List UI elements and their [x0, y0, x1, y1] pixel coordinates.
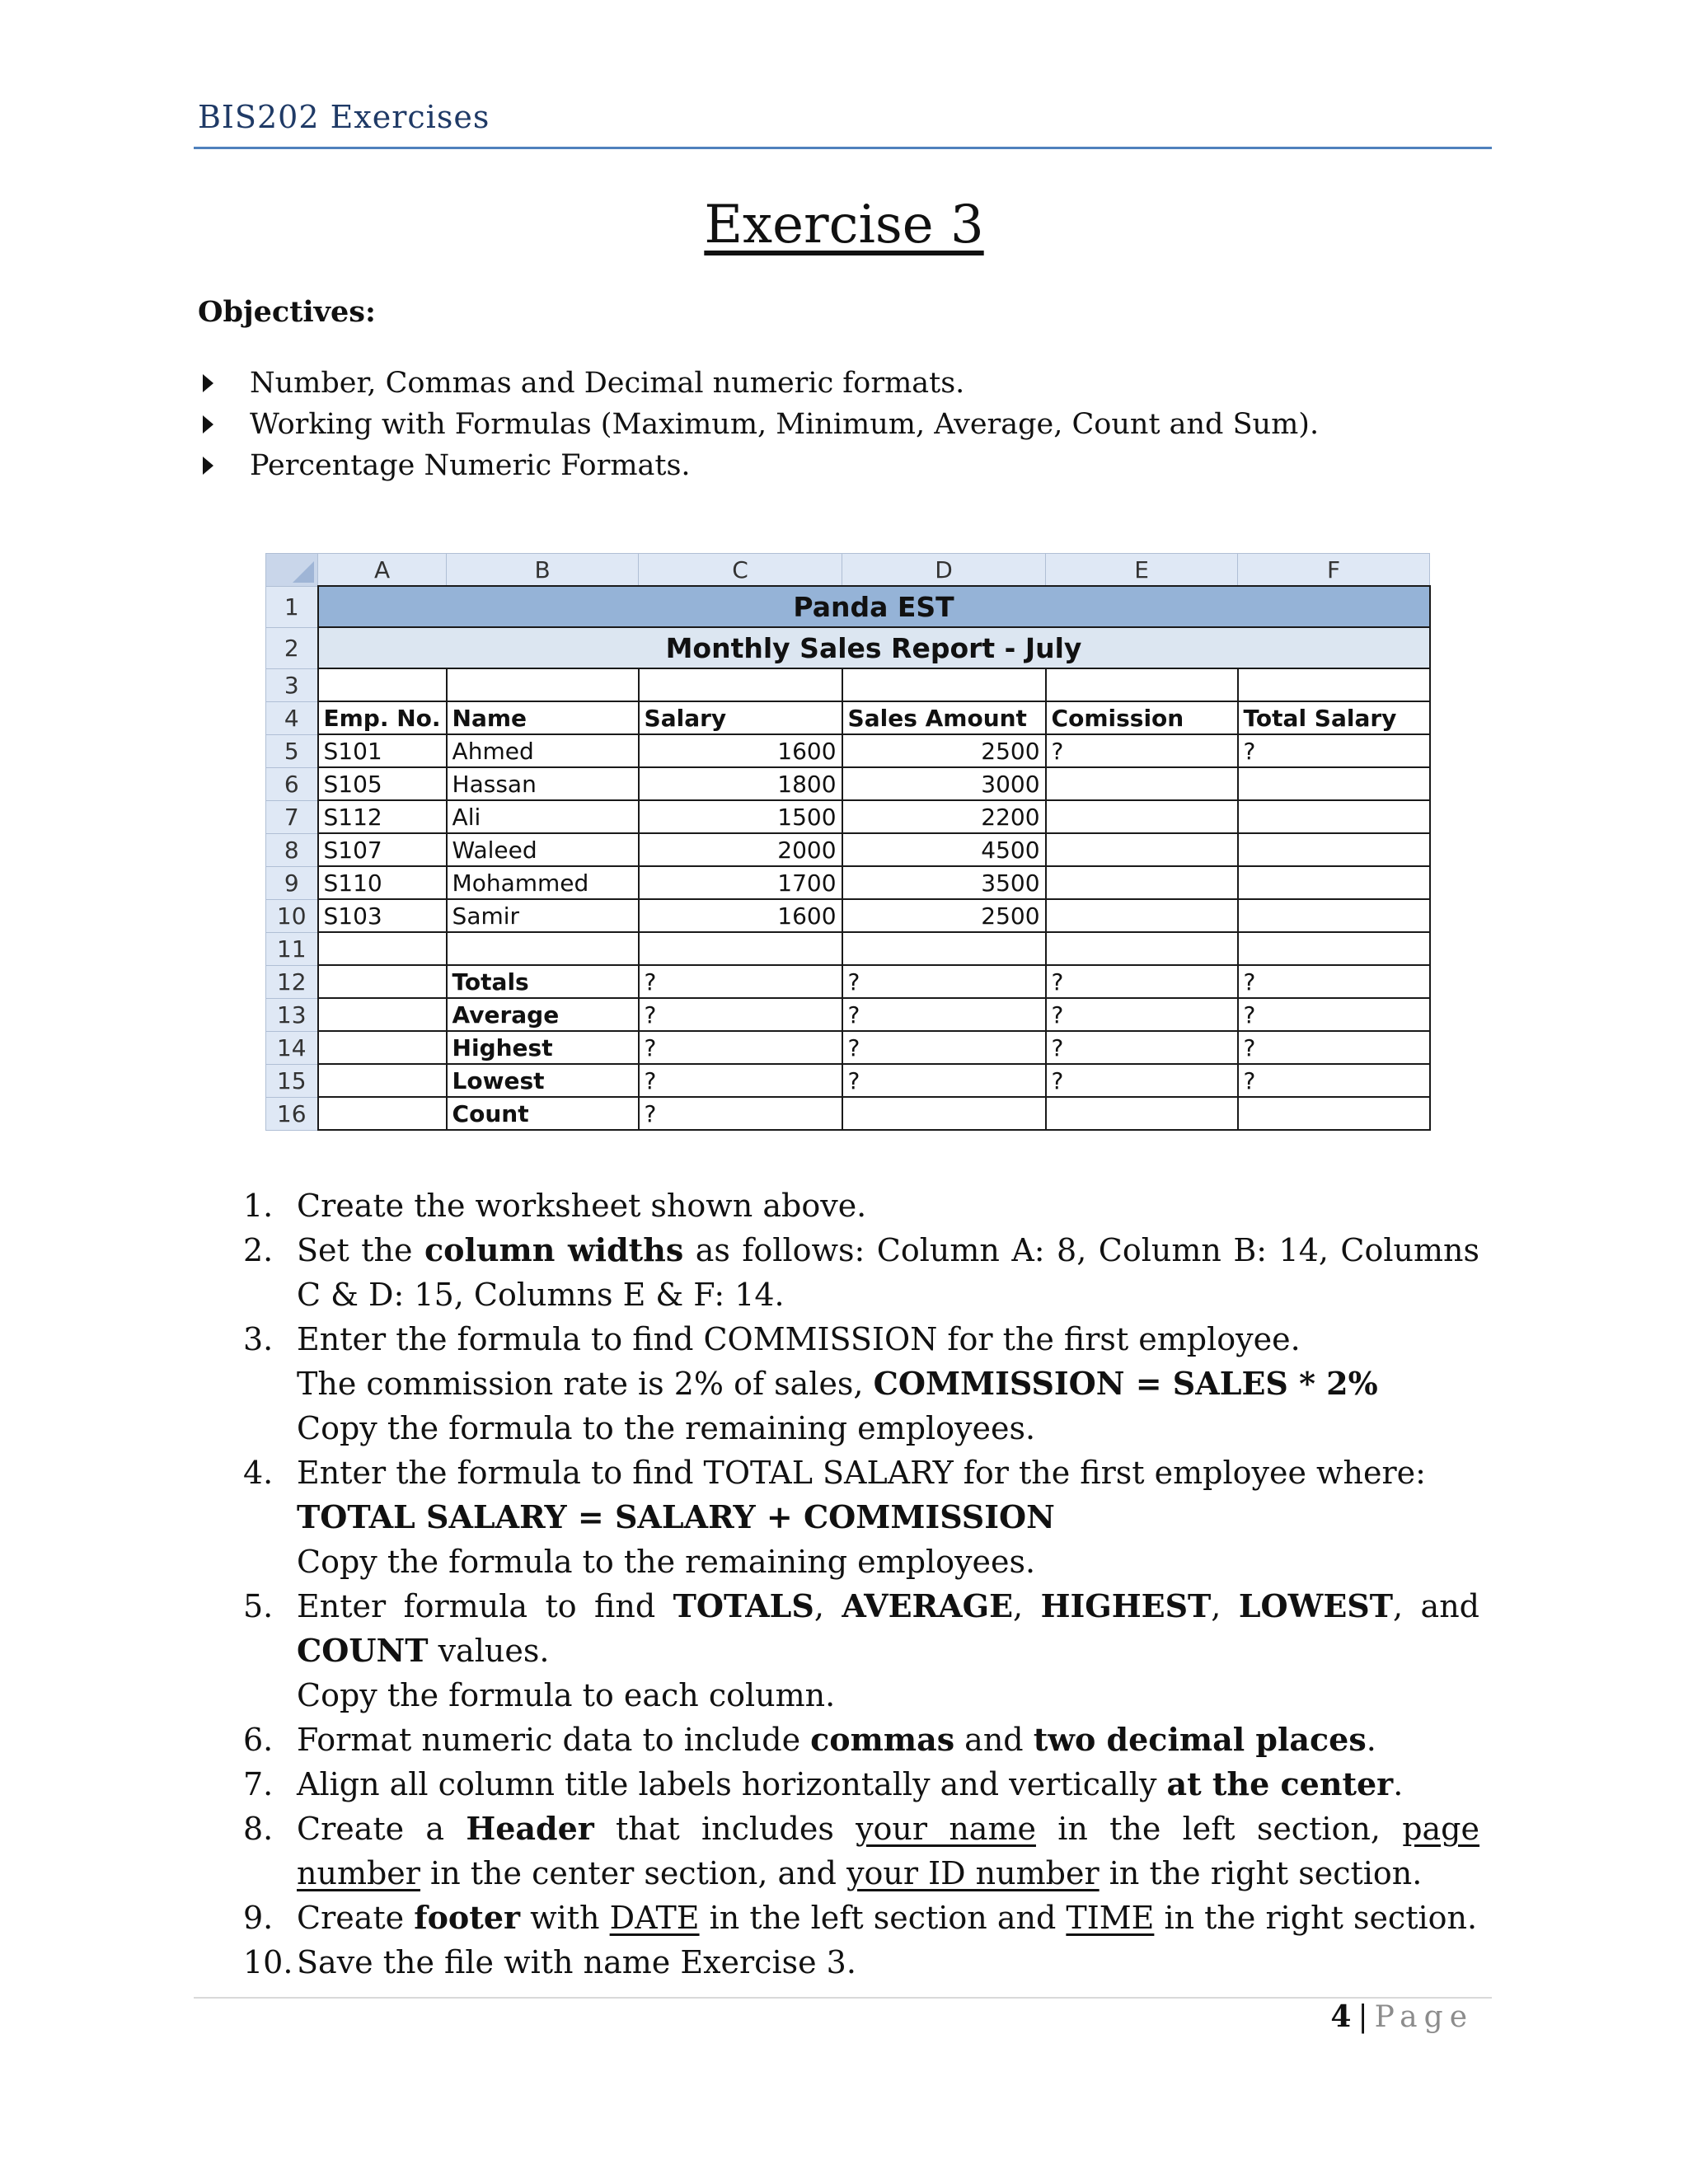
cell: [318, 932, 447, 965]
commission-cell: [1046, 866, 1238, 899]
column-header: F: [1238, 554, 1430, 587]
bold-text: Header: [466, 1810, 594, 1847]
row-header: 1: [266, 586, 318, 627]
spreadsheet-image: [265, 553, 1431, 1131]
text-run: as follows: Column A: 8, Column B: 14, Columns C & D: 15, Columns E & F: 14.: [297, 1232, 1480, 1313]
cell: [842, 668, 1046, 701]
objective-text: Number, Commas and Decimal numeric formats.: [250, 367, 965, 400]
sales-cell: 3500: [842, 866, 1046, 899]
text-run: Copy the formula to the remaining employees.: [297, 1410, 1036, 1446]
text-run: , and: [1393, 1588, 1479, 1624]
summary-cell: ?: [639, 965, 842, 998]
bold-text: TOTALS: [673, 1587, 814, 1624]
summary-cell: ?: [1238, 965, 1430, 998]
text-run: that includes: [593, 1811, 856, 1847]
commission-cell: [1046, 767, 1238, 800]
sheet-row: [266, 586, 1430, 627]
total-salary-cell: [1238, 899, 1430, 932]
row-header: 10: [266, 899, 318, 932]
instruction-number: 10.: [243, 1944, 293, 1980]
instruction-number: 5.: [243, 1588, 274, 1624]
bold-text: COUNT: [297, 1632, 429, 1669]
text-run: .: [1393, 1766, 1404, 1802]
bold-text: at the center: [1166, 1765, 1394, 1802]
row-header: 5: [266, 734, 318, 767]
employee-row: [266, 866, 1430, 899]
summary-label-cell: Totals: [447, 965, 639, 998]
bold-text: COMMISSION = SALES * 2%: [873, 1365, 1378, 1402]
bold-text: LOWEST: [1238, 1587, 1394, 1624]
emp-no-cell: S110: [318, 866, 447, 899]
total-salary-cell: [1238, 833, 1430, 866]
name-cell: Ahmed: [447, 734, 639, 767]
footer-rule: [194, 1997, 1492, 1999]
salary-cell: 1800: [639, 767, 842, 800]
bold-text: AVERAGE: [842, 1587, 1014, 1624]
text-run: Align all column title labels horizontally and vertically: [297, 1766, 1167, 1802]
summary-cell: ?: [639, 1064, 842, 1097]
emp-no-cell: S101: [318, 734, 447, 767]
employee-row: [266, 734, 1430, 767]
select-all-corner: [266, 554, 318, 587]
text-run: Create the worksheet shown above.: [297, 1188, 867, 1224]
commission-cell: [1046, 899, 1238, 932]
underlined-text: page number: [297, 1811, 1479, 1891]
summary-cell: ?: [842, 965, 1046, 998]
salary-cell: 1600: [639, 734, 842, 767]
summary-cell: ?: [639, 1097, 842, 1130]
column-header: D: [842, 554, 1046, 587]
employee-row: [266, 833, 1430, 866]
column-header: B: [447, 554, 639, 587]
objective-item: [198, 445, 1319, 486]
cell: [1238, 668, 1430, 701]
employee-row: [266, 767, 1430, 800]
instruction-item: [243, 1451, 1479, 1584]
instruction-text: [297, 1584, 1479, 1718]
emp-no-cell: S112: [318, 800, 447, 833]
header-cell: Name: [447, 701, 639, 734]
text-run: ,: [1013, 1588, 1041, 1624]
text-run: ,: [1211, 1588, 1239, 1624]
summary-cell: ?: [842, 1031, 1046, 1064]
name-cell: Ali: [447, 800, 639, 833]
sales-cell: 3000: [842, 767, 1046, 800]
sales-cell: 4500: [842, 833, 1046, 866]
salary-cell: 1700: [639, 866, 842, 899]
text-run: ,: [814, 1588, 842, 1624]
summary-cell: [1238, 1097, 1430, 1130]
row-header: 16: [266, 1097, 318, 1130]
summary-cell: ?: [1046, 965, 1238, 998]
summary-row: [266, 998, 1430, 1031]
cell: [447, 668, 639, 701]
text-run: in the right section.: [1099, 1855, 1423, 1891]
underlined-text: your ID number: [846, 1855, 1100, 1891]
instruction-number: 8.: [243, 1811, 274, 1847]
bold-text: column widths: [424, 1231, 684, 1268]
salary-cell: 2000: [639, 833, 842, 866]
underlined-text: DATE: [609, 1900, 700, 1936]
instruction-number: 6.: [243, 1722, 274, 1758]
bold-text: commas: [810, 1721, 955, 1758]
instruction-item: [243, 1183, 1479, 1228]
text-run: in the center section, and: [420, 1855, 847, 1891]
select-all-icon: [293, 561, 314, 583]
header-cell: Total Salary: [1238, 701, 1430, 734]
cell: [318, 668, 447, 701]
objectives-label: Objectives:: [198, 295, 376, 329]
summary-cell: ?: [1046, 1031, 1238, 1064]
row-header: 13: [266, 998, 318, 1031]
summary-row: [266, 965, 1430, 998]
summary-cell: ?: [1238, 1031, 1430, 1064]
instruction-number: 3.: [243, 1321, 274, 1357]
cell: [1046, 932, 1238, 965]
text-run: .: [1366, 1722, 1376, 1758]
text-run: Copy the formula to each column.: [297, 1677, 836, 1713]
summary-label-cell: Count: [447, 1097, 639, 1130]
row-header: 4: [266, 701, 318, 734]
header-cell: Emp. No.: [318, 701, 447, 734]
text-run: The commission rate is 2% of sales,: [297, 1366, 874, 1402]
total-salary-cell: [1238, 800, 1430, 833]
instruction-text: [297, 1183, 1479, 1228]
column-header: A: [318, 554, 447, 587]
text-run: with: [520, 1900, 610, 1936]
commission-cell: [1046, 800, 1238, 833]
instruction-number: 4.: [243, 1455, 274, 1491]
text-run: Set the: [297, 1232, 424, 1268]
column-header: E: [1046, 554, 1238, 587]
name-cell: Waleed: [447, 833, 639, 866]
cell: [1238, 932, 1430, 965]
summary-cell: [1046, 1097, 1238, 1130]
name-cell: Mohammed: [447, 866, 639, 899]
text-run: Enter the formula to find TOTAL SALARY for the first employee where:: [297, 1455, 1426, 1491]
row-header: 8: [266, 833, 318, 866]
text-run: values.: [428, 1633, 550, 1669]
bold-text: two decimal places: [1033, 1721, 1367, 1758]
instruction-item: [243, 1584, 1479, 1718]
text-run: Enter formula to find: [297, 1588, 673, 1624]
objective-text: Percentage Numeric Formats.: [250, 449, 691, 482]
text-run: Create a: [297, 1811, 467, 1847]
sheet-title-cell: Panda EST: [318, 586, 1430, 627]
column-header-row: [266, 554, 1430, 587]
summary-row: [266, 1031, 1430, 1064]
header-cell: Comission: [1046, 701, 1238, 734]
sales-cell: 2200: [842, 800, 1046, 833]
emp-no-cell: S105: [318, 767, 447, 800]
instruction-text: [297, 1762, 1479, 1807]
instruction-number: 7.: [243, 1766, 274, 1802]
cell: [318, 998, 447, 1031]
sheet-header-row: [266, 701, 1430, 734]
total-salary-cell: [1238, 767, 1430, 800]
instruction-item: [243, 1317, 1479, 1451]
cell: [639, 932, 842, 965]
page-label: Page: [1374, 2000, 1474, 2034]
employee-row: [266, 800, 1430, 833]
cell: [1046, 668, 1238, 701]
objective-text: Working with Formulas (Maximum, Minimum, Average, Count and Sum).: [250, 408, 1320, 441]
exercise-title: Exercise 3: [704, 194, 984, 255]
emp-no-cell: S103: [318, 899, 447, 932]
cell: [318, 1031, 447, 1064]
sheet-row: [266, 627, 1430, 668]
instruction-text: [297, 1896, 1479, 1940]
header-rule: [194, 147, 1492, 149]
text-run: in the right section.: [1154, 1900, 1478, 1936]
instruction-text: [297, 1807, 1479, 1896]
text-run: in the left section,: [1035, 1811, 1403, 1847]
name-cell: Samir: [447, 899, 639, 932]
instruction-text: [297, 1940, 1479, 1985]
objectives-list: [198, 363, 1319, 486]
cell: [639, 668, 842, 701]
commission-cell: [1046, 833, 1238, 866]
instructions-list: [243, 1183, 1479, 1985]
instruction-number: 9.: [243, 1900, 274, 1936]
text-run: Format numeric data to include: [297, 1722, 811, 1758]
summary-label-cell: Average: [447, 998, 639, 1031]
instruction-item: [243, 1762, 1479, 1807]
summary-cell: ?: [639, 998, 842, 1031]
row-header: 6: [266, 767, 318, 800]
triangle-bullet-icon: [203, 457, 213, 475]
underlined-text: TIME: [1066, 1900, 1155, 1936]
sheet-row: [266, 668, 1430, 701]
cell: [318, 1097, 447, 1130]
page-number-footer: [1330, 1999, 1474, 2034]
document-header-title: BIS202 Exercises: [198, 99, 490, 135]
row-header: 15: [266, 1064, 318, 1097]
summary-cell: ?: [1046, 1064, 1238, 1097]
salary-cell: 1600: [639, 899, 842, 932]
instruction-text: [297, 1317, 1479, 1451]
text-run: Save the file with name Exercise 3.: [297, 1944, 856, 1980]
row-header: 14: [266, 1031, 318, 1064]
summary-cell: ?: [639, 1031, 842, 1064]
page-separator: |: [1357, 2000, 1368, 2034]
instruction-item: [243, 1228, 1479, 1317]
bold-text: footer: [414, 1899, 521, 1936]
summary-label-cell: Lowest: [447, 1064, 639, 1097]
summary-cell: ?: [1046, 998, 1238, 1031]
cell: [447, 932, 639, 965]
header-cell: Sales Amount: [842, 701, 1046, 734]
triangle-bullet-icon: [203, 415, 213, 434]
instruction-number: 1.: [243, 1188, 274, 1224]
employee-row: [266, 899, 1430, 932]
salary-cell: 1500: [639, 800, 842, 833]
bold-text: TOTAL SALARY = SALARY + COMMISSION: [297, 1498, 1055, 1535]
instruction-item: [243, 1896, 1479, 1940]
instruction-text: [297, 1451, 1479, 1584]
cell: [842, 932, 1046, 965]
summary-cell: ?: [1238, 998, 1430, 1031]
summary-cell: [842, 1097, 1046, 1130]
summary-cell: ?: [842, 998, 1046, 1031]
objective-item: [198, 404, 1319, 445]
column-header: C: [639, 554, 842, 587]
sheet-row: [266, 932, 1430, 965]
summary-row: [266, 1064, 1430, 1097]
header-cell: Salary: [639, 701, 842, 734]
text-run: Create: [297, 1900, 415, 1936]
triangle-bullet-icon: [203, 374, 213, 392]
instruction-text: [297, 1228, 1479, 1317]
row-header: 11: [266, 932, 318, 965]
cell: [318, 965, 447, 998]
instruction-item: [243, 1940, 1479, 1985]
sheet-subtitle-cell: Monthly Sales Report - July: [318, 627, 1430, 668]
row-header: 12: [266, 965, 318, 998]
instruction-item: [243, 1718, 1479, 1762]
instruction-number: 2.: [243, 1232, 274, 1268]
sales-cell: 2500: [842, 899, 1046, 932]
row-header: 2: [266, 627, 318, 668]
total-salary-cell: [1238, 866, 1430, 899]
total-salary-cell: ?: [1238, 734, 1430, 767]
summary-cell: ?: [1238, 1064, 1430, 1097]
commission-cell: ?: [1046, 734, 1238, 767]
instruction-text: [297, 1718, 1479, 1762]
instruction-item: [243, 1807, 1479, 1896]
sales-cell: 2500: [842, 734, 1046, 767]
row-header: 3: [266, 668, 318, 701]
name-cell: Hassan: [447, 767, 639, 800]
summary-row: [266, 1097, 1430, 1130]
row-header: 7: [266, 800, 318, 833]
emp-no-cell: S107: [318, 833, 447, 866]
page-number: 4: [1330, 1999, 1352, 2034]
text-run: and: [954, 1722, 1034, 1758]
text-run: in the left section and: [699, 1900, 1067, 1936]
text-run: Copy the formula to the remaining employees.: [297, 1544, 1036, 1580]
objective-item: [198, 363, 1319, 404]
cell: [318, 1064, 447, 1097]
underlined-text: your name: [856, 1811, 1036, 1847]
text-run: Enter the formula to find COMMISSION for the first employee.: [297, 1321, 1301, 1357]
summary-label-cell: Highest: [447, 1031, 639, 1064]
summary-cell: ?: [842, 1064, 1046, 1097]
bold-text: HIGHEST: [1040, 1587, 1212, 1624]
row-header: 9: [266, 866, 318, 899]
